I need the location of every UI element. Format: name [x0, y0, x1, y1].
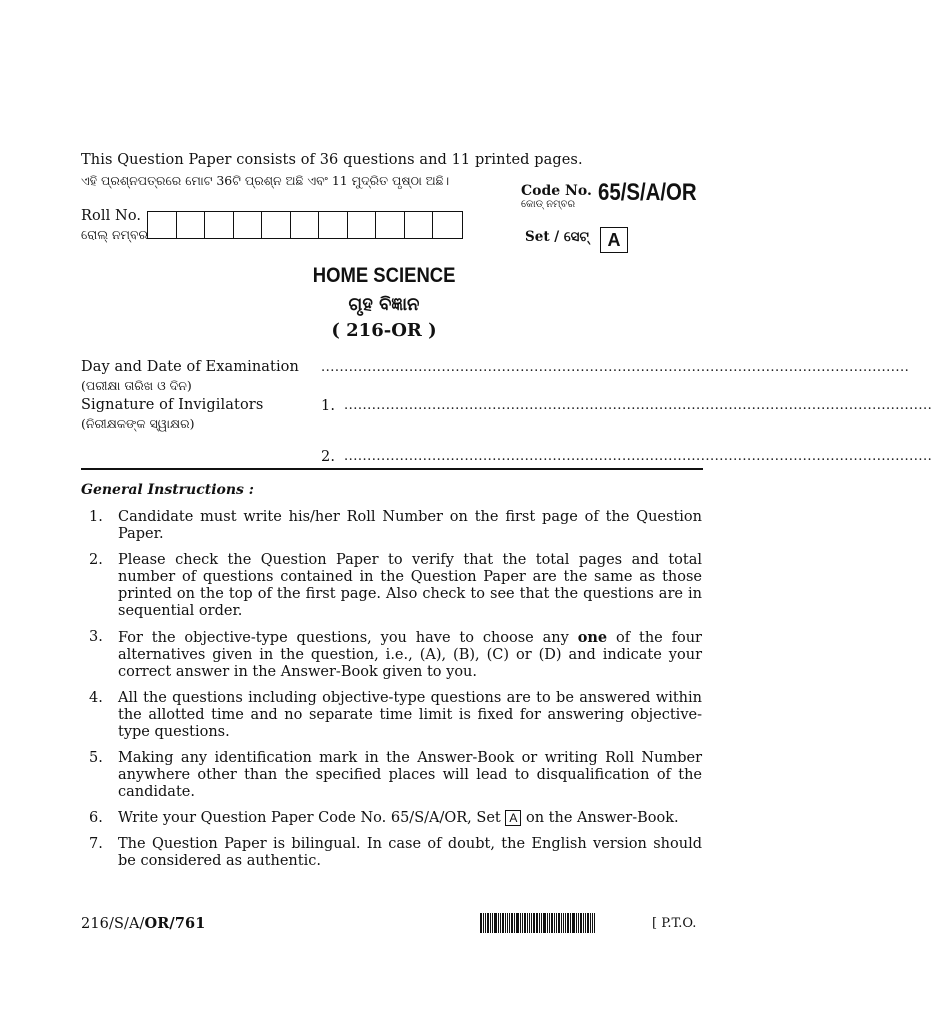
footer-code-prefix: 216/S/A/	[81, 916, 145, 932]
roll-number-cell[interactable]	[291, 212, 320, 238]
code-label-odia: କୋଡ୍ ନମ୍ବର	[521, 199, 576, 210]
roll-number-cell[interactable]	[376, 212, 405, 238]
paper-info-english: This Question Paper consists of 36 questions and 11 printed pages.	[81, 152, 583, 168]
instruction-number: 6.	[89, 810, 103, 826]
signature-2-number: 2.	[321, 449, 336, 465]
instruction-number: 5.	[89, 750, 103, 766]
roll-number-cell[interactable]	[433, 212, 462, 238]
instruction-text	[118, 629, 702, 681]
paper-info-odia: ଏହି ପ୍ରଶ୍ନପତ୍ରରେ ମୋଟ 36ଟି ପ୍ରଶ୍ନ ଅଛି ଏବଂ 11 ମୁଦ୍ରିତ ପୃଷ୍ଠା ଅଛି।	[81, 173, 450, 188]
instruction-item-5	[81, 750, 702, 801]
instruction-text	[118, 810, 702, 827]
instruction-number: 1.	[89, 509, 103, 525]
instruction-item-7	[81, 836, 702, 870]
subject-title-english: HOME SCIENCE	[312, 264, 456, 287]
instruction-number: 4.	[89, 690, 103, 706]
instruction-text: Making any identification mark in the Answer-Book or writing Roll Number anywhere other than the specified places will lead to disqualification of the candidate.	[118, 750, 702, 800]
roll-number-cell[interactable]	[262, 212, 291, 238]
subject-code: ( 216-OR )	[331, 320, 437, 341]
instruction-text-part: For the objective-type questions, you have to choose any	[118, 630, 578, 646]
footer-paper-code	[81, 915, 205, 932]
instruction-text-part: of the four alternatives given in the question, i.e., (A), (B), (C) or (D) and indicate your correct answer in the Answer-Book given to you.	[118, 630, 702, 680]
roll-number-grid[interactable]	[147, 211, 463, 239]
roll-number-cell[interactable]	[234, 212, 263, 238]
roll-number-cell[interactable]	[177, 212, 206, 238]
footer-code-bold: OR/761	[144, 915, 206, 932]
barcode	[480, 913, 596, 933]
paper-code: 65/S/A/OR	[598, 179, 697, 206]
instruction-text: The Question Paper is bilingual. In case of doubt, the English version should be considered as authentic.	[118, 836, 702, 869]
instruction-item-1	[81, 509, 702, 543]
date-field-dots[interactable]: ...............................................................................................................................	[321, 360, 910, 375]
invigilator-label-english: Signature of Invigilators	[81, 397, 264, 413]
instructions-heading: General Instructions :	[81, 482, 254, 498]
instruction-text-part: Write your Question Paper Code No. 65/S/A/OR, Set	[118, 810, 506, 826]
instruction-item-4	[81, 690, 702, 741]
roll-number-cell[interactable]	[205, 212, 234, 238]
invigilator-label-odia: (ନିରୀକ୍ଷକଙ୍କ ସ୍ୱାକ୍ଷର)	[81, 416, 195, 431]
instruction-number: 2.	[89, 552, 103, 568]
roll-number-cell[interactable]	[405, 212, 434, 238]
roll-label-odia: ରୋଲ୍ ନମ୍ବର	[81, 227, 149, 242]
roll-number-cell[interactable]	[319, 212, 348, 238]
instruction-item-3	[81, 629, 702, 681]
set-box: A	[600, 227, 628, 253]
date-label-english: Day and Date of Examination	[81, 359, 299, 375]
instruction-number: 7.	[89, 836, 103, 852]
set-inline-box: A	[505, 810, 521, 826]
divider-rule	[81, 468, 703, 470]
instruction-item-2	[81, 552, 702, 620]
instruction-text-part: on the Answer-Book.	[521, 810, 679, 826]
date-label-odia: (ପରୀକ୍ଷା ତାରିଖ ଓ ଦିନ)	[81, 378, 192, 393]
signature-1-number: 1.	[321, 398, 336, 414]
instruction-item-6	[81, 810, 702, 827]
instruction-emphasis: one	[577, 629, 608, 646]
signature-2-dots[interactable]: ...............................................................................................................................	[344, 449, 932, 464]
subject-title-odia: ଗୃହ ବିଜ୍ଞାନ	[348, 294, 420, 315]
instruction-text: Candidate must write his/her Roll Number on the first page of the Question Paper.	[118, 509, 702, 542]
instruction-text: Please check the Question Paper to verify that the total pages and total number of questions contained in the Question Paper are the same as those printed on the top of the first page. Also check to see that the questions are in sequential order.	[118, 552, 702, 619]
instruction-text: All the questions including objective-type questions are to be answered within the allotted time and no separate time limit is fixed for answering objective-type questions.	[118, 690, 702, 740]
signature-1-dots[interactable]: ...............................................................................................................................	[344, 398, 932, 413]
code-label-english: Code No.	[521, 183, 592, 199]
pto-label: [ P.T.O.	[652, 916, 697, 931]
instruction-number: 3.	[89, 629, 103, 645]
instructions-list	[81, 509, 702, 879]
roll-label-english: Roll No.	[81, 208, 142, 224]
roll-number-cell[interactable]	[348, 212, 377, 238]
set-label: Set / ସେଟ୍	[525, 229, 589, 245]
roll-number-cell[interactable]	[148, 212, 177, 238]
